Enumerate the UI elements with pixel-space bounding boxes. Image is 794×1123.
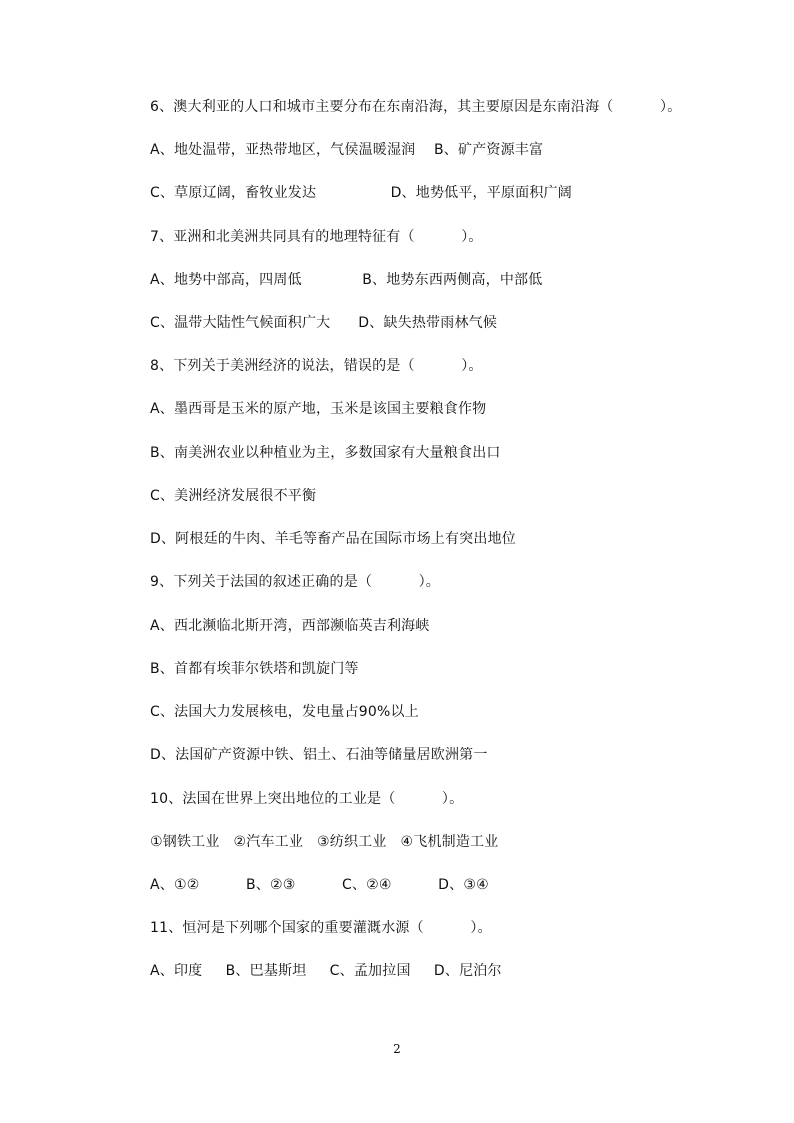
question-8-option-a: A、墨西哥是玉米的原产地，玉米是该国主要粮食作物: [150, 401, 487, 417]
question-8-option-d: D、阿根廷的牛肉、羊毛等畜产品在国际市场上有突出地位: [150, 531, 516, 547]
question-9-stem: 9、下列关于法国的叙述正确的是（ ）。: [150, 574, 441, 590]
question-8-option-c: C、美洲经济发展很不平衡: [150, 488, 317, 504]
page-number: 2: [393, 1042, 401, 1056]
question-8-option-b: B、南美洲农业以种植业为主，多数国家有大量粮食出口: [150, 445, 501, 461]
question-9-option-a: A、西北濒临北斯开湾，西部濒临英吉利海峡: [150, 618, 430, 634]
question-9-option-b: B、首都有埃菲尔铁塔和凯旋门等: [150, 661, 359, 677]
question-8-stem: 8、下列关于美洲经济的说法，错误的是（ ）。: [150, 358, 483, 374]
question-9-option-c: C、法国大力发展核电，发电量占90%以上: [150, 704, 419, 720]
question-7-stem: 7、亚洲和北美洲共同具有的地理特征有（ ）。: [150, 229, 483, 245]
question-6-options-cd: C、草原辽阔，畜牧业发达 D、地势低平，平原面积广阔: [150, 185, 572, 201]
question-7-options-ab: A、地势中部高，四周低 B、地势东西两侧高，中部低: [150, 272, 543, 288]
question-11-stem: 11、恒河是下列哪个国家的重要灌溉水源（ ）。: [150, 920, 492, 936]
question-10-options: A、①② B、②③ C、②④ D、③④: [150, 877, 489, 893]
question-11-options: A、印度 B、巴基斯坦 C、孟加拉国 D、尼泊尔: [150, 963, 502, 979]
question-10-items: ①钢铁工业 ②汽车工业 ③纺织工业 ④飞机制造工业: [150, 834, 499, 850]
question-7-options-cd: C、温带大陆性气候面积广大 D、缺失热带雨林气候: [150, 315, 498, 331]
question-9-option-d: D、法国矿产资源中铁、铝土、石油等储量居欧洲第一: [150, 747, 488, 763]
question-10-stem: 10、法国在世界上突出地位的工业是（ ）。: [150, 791, 464, 807]
question-6-options-ab: A、地处温带，亚热带地区，气侯温暖湿润 B、矿产资源丰富: [150, 142, 544, 158]
question-6-stem: 6、澳大利亚的人口和城市主要分布在东南沿海，其主要原因是东南沿海（ ）。: [150, 99, 682, 115]
